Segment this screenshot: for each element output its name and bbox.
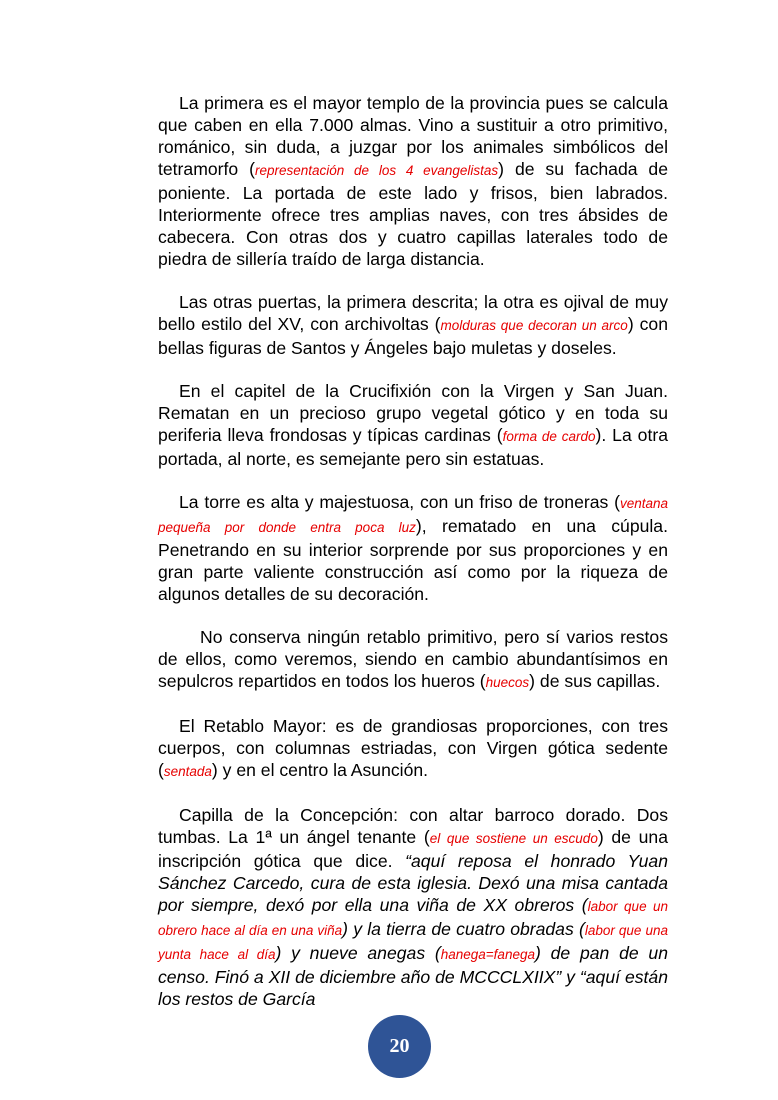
paragraph-p3 <box>158 380 668 470</box>
body-text: ) con bellas figuras de Santos y Ángeles bajo muletas y doseles. <box>158 314 668 358</box>
glossary-note: huecos <box>485 675 530 690</box>
body-text: Capilla de la Concepción: con altar barroco dorado. Dos tumbas. La 1ª un ángel tenante ( <box>158 805 668 847</box>
body-text: El Retablo Mayor: es de grandiosas proporciones, con tres cuerpos, con columnas estriadas, con Virgen gótica sedente ( <box>158 716 668 780</box>
body-text: En el capitel de la Crucifixión con la Virgen y San Juan. Rematan en un precioso grupo vegetal gótico y en toda su periferia lleva frondosas y típicas cardinas ( <box>158 381 668 445</box>
glossary-note: sentada <box>163 764 212 779</box>
paragraph-p6 <box>158 715 668 783</box>
paragraph-p1 <box>158 92 668 270</box>
paragraph-p4 <box>158 491 668 605</box>
body-text: ), rematado en una cúpula. Penetrando en su interior sorprende por sus proporciones y en gran parte valiente construcción así como por la riqueza de algunos detalles de su decoración. <box>158 516 668 604</box>
glossary-note: molduras que decoran un arco <box>440 318 628 333</box>
body-text: La torre es alta y majestuosa, con un friso de troneras ( <box>179 492 620 512</box>
glossary-note: forma de cardo <box>502 429 596 444</box>
inscription-text: ) de pan de un censo. Finó a XII de diciembre año de MCCCLXIIX” y “aquí están los restos de García <box>158 943 668 1009</box>
body-text: Las otras puertas, la primera descrita; la otra es ojival de muy bello estilo del XV, con archivoltas ( <box>158 292 668 334</box>
inscription-text: ) y la tierra de cuatro obradas ( <box>342 919 585 939</box>
page-number: 20 <box>389 1035 410 1057</box>
body-text: No conserva ningún retablo primitivo, pero sí varios restos de ellos, como veremos, siendo en cambio abundantísimos en sepulcros repartidos en todos los hueros ( <box>158 627 668 691</box>
glossary-note: representación de los 4 evangelistas <box>254 163 499 178</box>
inscription-text: “aquí reposa el honrado Yuan Sánchez Carcedo, cura de esta iglesia. Dexó una misa cantada por siempre, dexó por ella una viña de XX obreros ( <box>158 851 668 915</box>
document-body <box>158 92 668 1031</box>
glossary-note: labor que un obrero hace al día en una viña <box>158 899 669 938</box>
body-text: ) de una inscripción gótica que dice. <box>158 827 669 871</box>
glossary-note: el que sostiene un escudo <box>429 831 598 846</box>
paragraph-p5 <box>158 626 668 694</box>
inscription-text: ) y nueve anegas ( <box>275 943 441 963</box>
body-text: ) de sus capillas. <box>529 671 661 691</box>
body-text: ) y en el centro la Asunción. <box>211 760 429 780</box>
paragraph-p2 <box>158 291 668 359</box>
page-number-badge <box>368 1015 431 1078</box>
paragraph-p7 <box>158 804 668 1010</box>
glossary-note: hanega=fanega <box>440 947 535 962</box>
body-text: La primera es el mayor templo de la provincia pues se calcula que caben en ella 7.000 almas. Vino a sustituir a otro primitivo, románico, sin duda, a juzgar por los animales simbólicos del tetramorfo ( <box>158 93 668 179</box>
body-text: ) de su fachada de poniente. La portada de este lado y frisos, bien labrados. Interiormente ofrece tres amplias naves, con tres ábsides de cabecera. Con otras dos y cuatro capillas laterales todo de piedra de sillería traído de larga distancia. <box>158 159 668 269</box>
glossary-note: ventana pequeña por donde entra poca luz <box>158 496 668 535</box>
body-text: ). La otra portada, al norte, es semejante pero sin estatuas. <box>158 425 668 469</box>
glossary-note: labor que una yunta hace al día <box>158 923 668 962</box>
